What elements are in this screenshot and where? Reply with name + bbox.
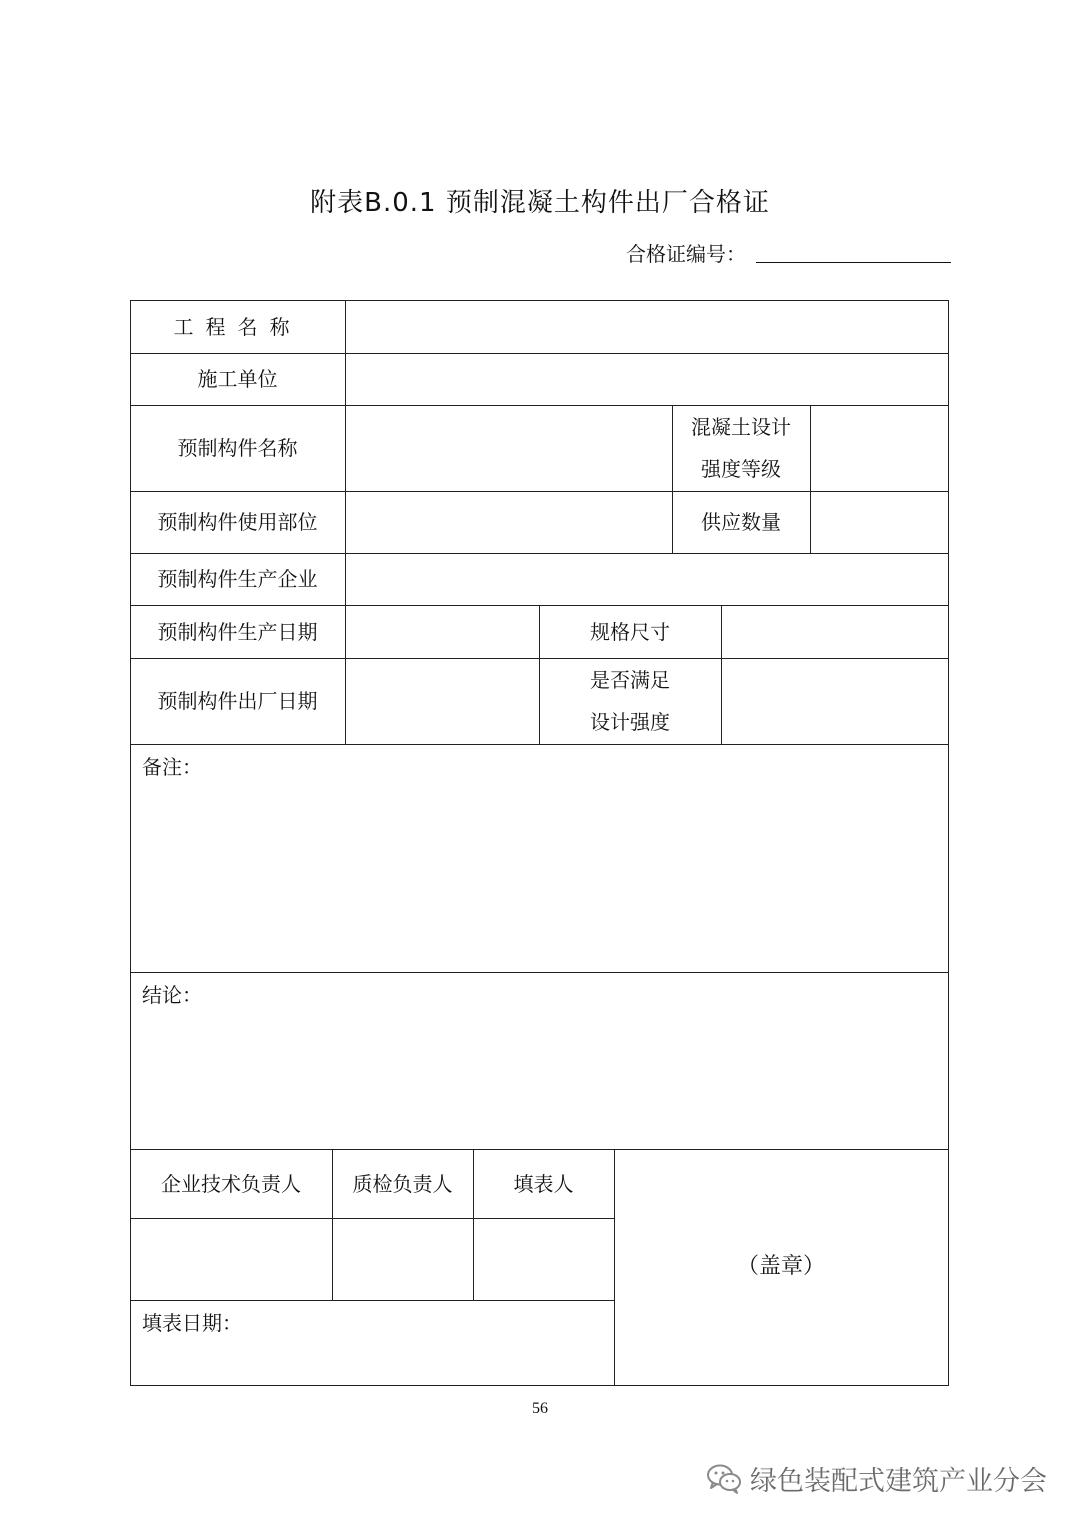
construction-unit-label: 施工单位 xyxy=(197,367,278,391)
concrete-grade-label-line2: 强度等级 xyxy=(701,457,781,481)
filler-label: 填表人 xyxy=(513,1171,574,1196)
document-title: 附表B.0.1 预制混凝土构件出厂合格证 xyxy=(310,188,770,218)
component-name-label: 预制构件名称 xyxy=(177,436,298,460)
usage-location-label: 预制构件使用部位 xyxy=(157,510,318,534)
production-date-label: 预制构件生产日期 xyxy=(157,619,318,644)
qc-lead-signature-field[interactable] xyxy=(332,1218,473,1300)
form-rule xyxy=(948,300,949,1385)
manufacturer-field[interactable] xyxy=(345,553,948,605)
conclusion-field[interactable] xyxy=(130,972,948,1149)
concrete-grade-field[interactable] xyxy=(810,405,948,491)
concrete-grade-label-line1: 混凝土设计 xyxy=(691,415,791,439)
usage-location-field[interactable] xyxy=(345,491,672,553)
qc-lead-label: 质检负责人 xyxy=(352,1171,453,1196)
tech-lead-signature-field[interactable] xyxy=(130,1218,332,1300)
supply-quantity-field[interactable] xyxy=(810,491,948,553)
specification-label: 规格尺寸 xyxy=(590,619,670,644)
certificate-number-field[interactable] xyxy=(756,262,951,263)
filler-signature-field[interactable] xyxy=(473,1218,614,1300)
watermark-text: 绿色装配式建筑产业分会 xyxy=(750,1466,1047,1497)
conclusion-label: 结论： xyxy=(142,983,202,1007)
tech-lead-label: 企业技术负责人 xyxy=(161,1171,301,1196)
remarks-label: 备注： xyxy=(142,755,202,779)
project-name-label xyxy=(130,300,345,353)
component-name-field[interactable] xyxy=(345,405,672,491)
production-date-field[interactable] xyxy=(345,605,539,658)
fill-date-label: 填表日期： xyxy=(142,1311,242,1335)
page-number: 56 xyxy=(532,1400,548,1417)
seal-label: （盖章） xyxy=(736,1254,825,1279)
manufacturer-label: 预制构件生产企业 xyxy=(157,567,318,591)
form-rule xyxy=(130,1385,949,1386)
certificate-number xyxy=(626,238,746,267)
supply-quantity-label: 供应数量 xyxy=(701,510,781,534)
watermark xyxy=(706,1459,1047,1498)
project-name-text: 工程名称 xyxy=(173,314,302,339)
certificate-number-label: 合格证编号： xyxy=(626,242,746,266)
meets-strength-label-line2: 设计强度 xyxy=(590,710,670,734)
remarks-field[interactable] xyxy=(130,744,948,972)
fill-date-field[interactable] xyxy=(130,1300,614,1385)
meets-strength-label xyxy=(539,658,721,744)
concrete-grade-label xyxy=(672,405,810,491)
specification-field[interactable] xyxy=(721,605,948,658)
wechat-icon xyxy=(706,1463,742,1495)
delivery-date-label: 预制构件出厂日期 xyxy=(157,689,318,713)
meets-strength-field[interactable] xyxy=(721,658,948,744)
project-name-field[interactable] xyxy=(345,300,948,353)
meets-strength-label-line1: 是否满足 xyxy=(590,668,670,692)
seal-area[interactable] xyxy=(614,1149,948,1385)
delivery-date-field[interactable] xyxy=(345,658,539,744)
construction-unit-field[interactable] xyxy=(345,353,948,405)
